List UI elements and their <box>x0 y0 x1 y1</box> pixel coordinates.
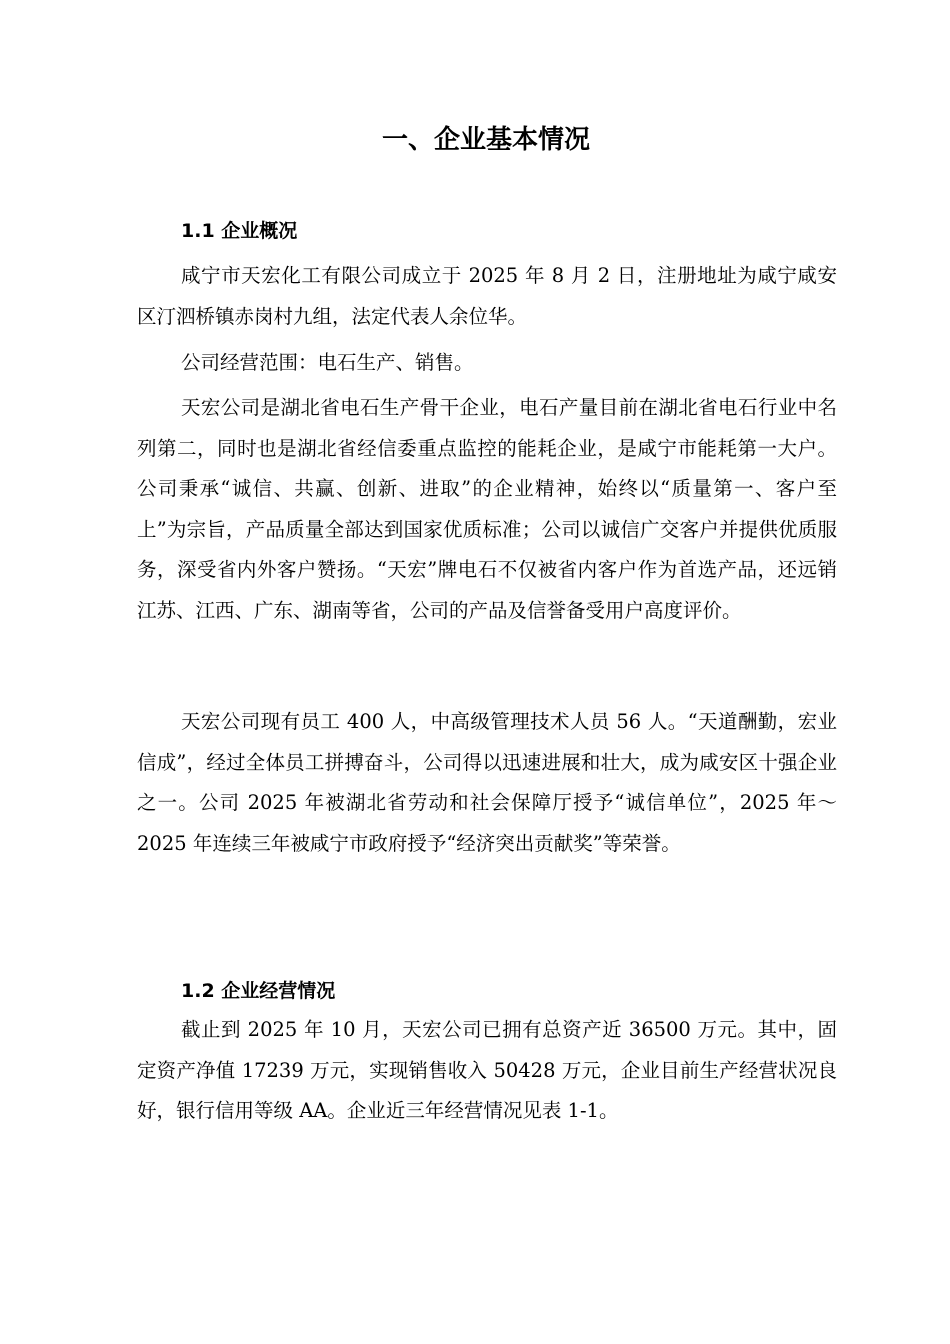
paragraph-business-scope: 公司经营范围：电石生产、销售。 <box>181 351 474 374</box>
paragraph-company-registration: 咸宁市天宏化工有限公司成立于 2025 年 8 月 2 日，注册地址为咸宁咸安区汀泗桥镇赤岗村九组，法定代表人余位华。 <box>137 264 837 328</box>
chapter-title: 一、企业基本情况 <box>381 125 590 155</box>
paragraph-company-profile: 天宏公司是湖北省电石生产骨干企业，电石产量目前在湖北省电石行业中名列第二，同时也是湖北省经信委重点监控的能耗企业，是咸宁市能耗第一大户。公司秉承“诚信、共赢、创新、进取”的企业精神，始终以“质量第一、客户至上”为宗旨，产品质量全部达到国家优质标准；公司以诚信广交客户并提供优质服务，深受省内外客户赞扬。“天宏”牌电石不仅被省内客户作为首选产品，还远销江苏、江西、广东、湖南等省，公司的产品及信誉备受用户高度评价。 <box>137 396 837 622</box>
section-heading-1-1: 1.1 企业概况 <box>181 220 298 242</box>
paragraph-staff-honors: 天宏公司现有员工 400 人，中高级管理技术人员 56 人。“天道酬勤，宏业信成”，经过全体员工拼搏奋斗，公司得以迅速进展和壮大，成为咸安区十强企业之一。公司 2025 年被湖北省劳动和社会保障厅授予“诚信单位”，2025 年～2025 年连续三年被咸宁市政府授予“经济突出贡献奖”等荣誉。 <box>137 710 837 855</box>
paragraph-operations: 截止到 2025 年 10 月，天宏公司已拥有总资产近 36500 万元。其中，固定资产净值 17239 万元，实现销售收入 50428 万元，企业目前生产经营状况良好，银行信用等级 AA。企业近三年经营情况见表 1-1。 <box>137 1018 837 1122</box>
section-heading-1-2: 1.2 企业经营情况 <box>181 980 336 1002</box>
